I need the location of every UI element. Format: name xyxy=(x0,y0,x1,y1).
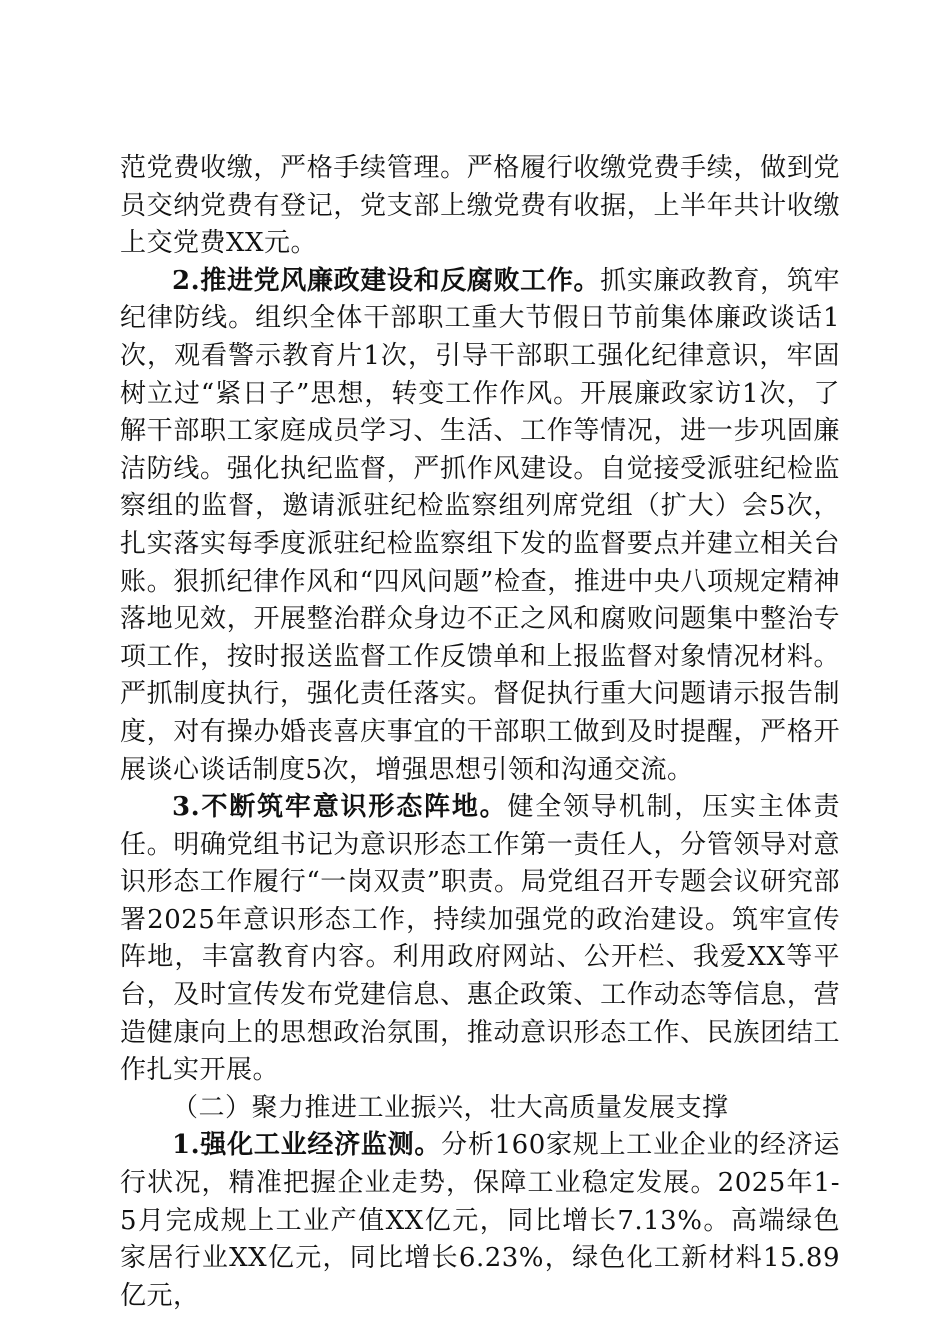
document-body xyxy=(120,150,840,1315)
paragraph-text: 范党费收缴，严格手续管理。严格履行收缴党费手续，做到党员交纳党费有登记，党支部上缴党费有收据，上半年共计收缴上交党费XX元。 xyxy=(120,153,840,259)
paragraph-text: 分析160家规上工业企业的经济运行状况，精准把握企业走势，保障工业稳定发展。2025年1-5月完成规上工业产值XX亿元，同比增长7.13%。高端绿色家居行业XX亿元，同比增长6.23%，绿色化工新材料15.89亿元， xyxy=(120,1130,840,1311)
paragraph-text: 健全领导机制，压实主体责任。明确党组书记为意识形态工作第一责任人，分管领导对意识形态工作履行“一岗双责”职责。局党组召开专题会议研究部署2025年意识形态工作，持续加强党的政治建设。筑牢宣传阵地，丰富教育内容。利用政府网站、公开栏、我爱XX等平台，及时宣传发布党建信息、惠企政策、工作动态等信息，营造健康向上的思想政治氛围，推动意识形态工作、民族团结工作扎实开展。 xyxy=(120,792,840,1086)
paragraph-party-fees xyxy=(120,150,840,263)
paragraph-ideology xyxy=(120,789,840,1090)
paragraph-anti-corruption xyxy=(120,263,840,789)
paragraph-heading: 1.强化工业经济监测。 xyxy=(172,1130,442,1161)
paragraph-heading: 2.推进党风廉政建设和反腐败工作。 xyxy=(172,265,601,296)
paragraph-industry-monitoring xyxy=(120,1127,840,1315)
section-heading: （二）聚力推进工业振兴，壮大高质量发展支撑 xyxy=(172,1092,729,1123)
paragraph-text: 抓实廉政教育，筑牢纪律防线。组织全体干部职工重大节假日节前集体廉政谈话1次，观看警示教育片1次，引导干部职工强化纪律意识，牢固树立过“紧日子”思想，转变工作作风。开展廉政家访1次，了解干部职工家庭成员学习、生活、工作等情况，进一步巩固廉洁防线。强化执纪监督，严抓作风建设。自觉接受派驻纪检监察组的监督，邀请派驻纪检监察组列席党组（扩大）会5次，扎实落实每季度派驻纪检监察组下发的监督要点并建立相关台账。狠抓纪律作风和“四风问题”检查，推进中央八项规定精神落地见效，开展整治群众身边不正之风和腐败问题集中整治专项工作，按时报送监督工作反馈单和上报监督对象情况材料。严抓制度执行，强化责任落实。督促执行重大问题请示报告制度，对有操办婚丧喜庆事宜的干部职工做到及时提醒，严格开展谈心谈话制度5次，增强思想引领和沟通交流。 xyxy=(120,265,840,785)
paragraph-heading: 3.不断筑牢意识形态阵地。 xyxy=(172,792,508,823)
